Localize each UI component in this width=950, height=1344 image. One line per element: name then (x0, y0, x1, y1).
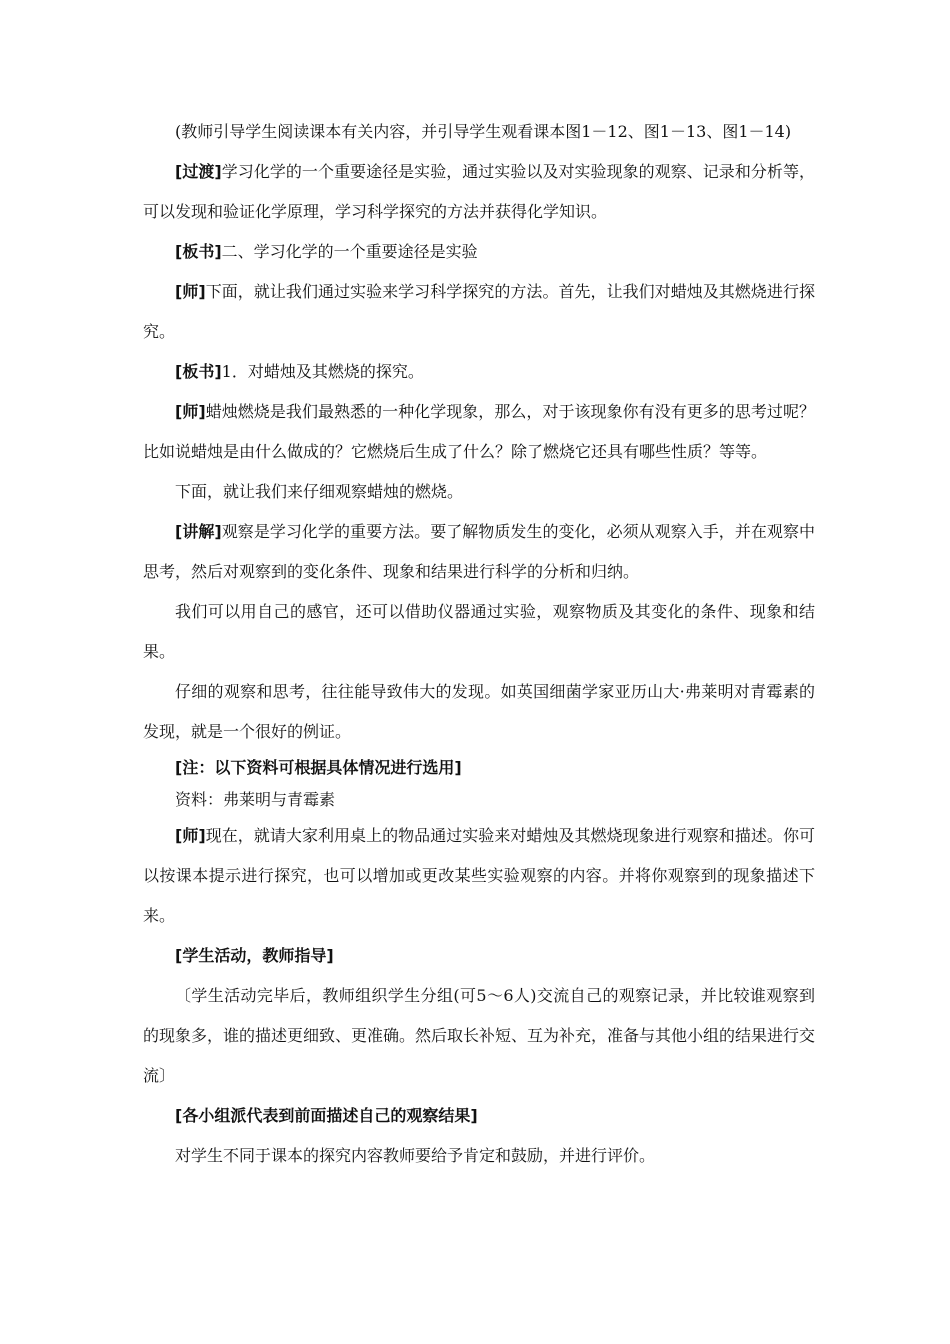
paragraph-text: [学生活动，教师指导] (175, 946, 334, 965)
paragraph-text: 仔细的观察和思考，往往能导致伟大的发现。如英国细菌学家亚历山大·弗莱明对青霉素的发现，就是一个很好的例证。 (143, 682, 815, 741)
paragraph-text: 下面，就让我们通过实验来学习科学探究的方法。首先，让我们对蜡烛及其燃烧进行探究。 (143, 282, 815, 341)
paragraph-explanation (143, 512, 815, 592)
paragraph-text: 1．对蜡烛及其燃烧的探究。 (221, 362, 424, 381)
paragraph-text: [各小组派代表到前面描述自己的观察结果] (175, 1106, 478, 1125)
paragraph-instruction-note (143, 112, 815, 152)
paragraph-text: 我们可以用自己的感官，还可以借助仪器通过实验，观察物质及其变化的条件、现象和结果。 (143, 602, 815, 661)
paragraph-board-1 (143, 232, 815, 272)
paragraph-teacher-3 (143, 816, 815, 936)
label-transition: [过渡] (175, 162, 222, 181)
paragraph-text: 对学生不同于课本的探究内容教师要给予肯定和鼓励，并进行评价。 (175, 1146, 656, 1165)
paragraph-text: 〔学生活动完毕后，教师组织学生分组(可5～6人)交流自己的观察记录，并比较谁观察到的现象多，谁的描述更细致、更准确。然后取长补短、互为补充，准备与其他小组的结果进行交流〕 (143, 986, 816, 1085)
paragraph-board-2 (143, 352, 815, 392)
paragraph-text: [注：以下资料可根据具体情况进行选用] (175, 758, 462, 777)
paragraph-text: 现在，就请大家利用桌上的物品通过实验来对蜡烛及其燃烧现象进行观察和描述。你可以按课本提示进行探究，也可以增加或更改某些实验观察的内容。并将你观察到的现象描述下来。 (143, 826, 815, 925)
paragraph-note-heading (143, 752, 815, 784)
paragraph-text: 蜡烛燃烧是我们最熟悉的一种化学现象，那么，对于该现象你有没有更多的思考过呢？比如说蜡烛是由什么做成的？它燃烧后生成了什么？除了燃烧它还具有哪些性质？等等。 (143, 402, 815, 461)
paragraph-text: 下面，就让我们来仔细观察蜡烛的燃烧。 (175, 482, 464, 501)
label-teacher: [师] (175, 282, 206, 301)
label-teacher: [师] (175, 826, 206, 845)
paragraph-text: 观察是学习化学的重要方法。要了解物质发生的变化，必须从观察入手，并在观察中思考，然后对观察到的变化条件、现象和结果进行科学的分析和归纳。 (143, 522, 815, 581)
paragraph-material (143, 784, 815, 816)
label-explanation: [讲解] (175, 522, 222, 541)
paragraph-teacher-2 (143, 392, 815, 472)
paragraph-discovery (143, 672, 815, 752)
paragraph-text: (教师引导学生阅读课本有关内容，并引导学生观看课本图1－12、图1－13、图1－14) (175, 122, 792, 141)
paragraph-senses (143, 592, 815, 672)
paragraph-observe-candle (143, 472, 815, 512)
paragraph-student-activity-heading (143, 936, 815, 976)
label-teacher: [师] (175, 402, 206, 421)
paragraph-group-report-heading (143, 1096, 815, 1136)
paragraph-transition (143, 152, 815, 232)
paragraph-text: 资料：弗莱明与青霉素 (175, 790, 336, 809)
paragraph-evaluation (143, 1136, 815, 1176)
label-board: [板书] (175, 362, 222, 381)
document-body (143, 112, 815, 1176)
paragraph-group-exchange (143, 976, 815, 1096)
paragraph-teacher-1 (143, 272, 815, 352)
paragraph-text: 学习化学的一个重要途径是实验，通过实验以及对实验现象的观察、记录和分析等，可以发现和验证化学原理，学习科学探究的方法并获得化学知识。 (143, 162, 815, 221)
label-board: [板书] (175, 242, 222, 261)
paragraph-text: 二、学习化学的一个重要途径是实验 (221, 242, 478, 261)
